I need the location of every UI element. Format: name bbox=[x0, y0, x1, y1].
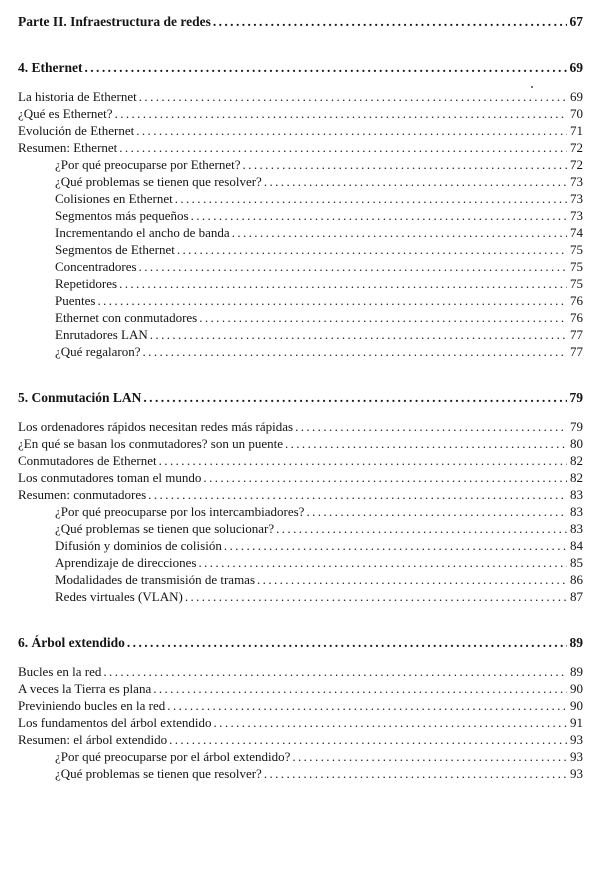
page-number: 73 bbox=[570, 208, 583, 223]
dot-leader bbox=[243, 156, 567, 173]
dot-leader bbox=[306, 503, 567, 520]
entry-label: Resumen: conmutadores bbox=[18, 487, 147, 502]
entry-label: Segmentos de Ethernet bbox=[55, 242, 175, 257]
entry-label: Los conmutadores toman el mundo bbox=[18, 470, 202, 485]
entry-label: Puentes bbox=[55, 293, 96, 308]
page-number: 69 bbox=[569, 60, 583, 75]
toc-entry-row bbox=[18, 554, 583, 571]
entry-label: 6. Árbol extendido bbox=[18, 635, 125, 650]
dot-leader bbox=[214, 714, 567, 731]
toc-entry-row bbox=[18, 326, 583, 343]
entry-label: Enrutadores LAN bbox=[55, 327, 148, 342]
page-number: 67 bbox=[569, 14, 583, 29]
dot-leader bbox=[115, 105, 567, 122]
page-number: 80 bbox=[570, 436, 583, 451]
toc-entry-row bbox=[18, 469, 583, 486]
page-number: 90 bbox=[570, 698, 583, 713]
entry-label: Parte II. Infraestructura de redes bbox=[18, 14, 211, 29]
toc-entry-row bbox=[18, 241, 583, 258]
page-number: 77 bbox=[570, 327, 583, 342]
page-number: 87 bbox=[570, 589, 583, 604]
dot-leader bbox=[213, 13, 567, 30]
toc-entry-row bbox=[18, 122, 583, 139]
dot-leader bbox=[191, 207, 567, 224]
page-number: 72 bbox=[570, 157, 583, 172]
page-number: 76 bbox=[570, 293, 583, 308]
page-number: 75 bbox=[570, 242, 583, 257]
page-number: 89 bbox=[570, 664, 583, 679]
entry-label: ¿Qué regalaron? bbox=[55, 344, 141, 359]
page-number: 76 bbox=[570, 310, 583, 325]
entry-label: Resumen: Ethernet bbox=[18, 140, 118, 155]
toc-entry-row bbox=[18, 503, 583, 520]
page-number: 93 bbox=[570, 766, 583, 781]
toc-heading-row bbox=[18, 389, 583, 406]
dot-leader bbox=[139, 258, 567, 275]
page-number: 70 bbox=[570, 106, 583, 121]
dot-leader bbox=[97, 292, 567, 309]
toc-entry-row bbox=[18, 588, 583, 605]
toc-entry-row bbox=[18, 139, 583, 156]
page-number: 82 bbox=[570, 453, 583, 468]
entry-label: Repetidores bbox=[55, 276, 118, 291]
entry-label: A veces la Tierra es plana bbox=[18, 681, 152, 696]
entry-label: Incrementando el ancho de banda bbox=[55, 225, 230, 240]
toc-entry-row bbox=[18, 224, 583, 241]
dot-leader bbox=[295, 418, 567, 435]
dot-leader bbox=[285, 435, 567, 452]
page-number: 84 bbox=[570, 538, 583, 553]
toc-entry-row bbox=[18, 418, 583, 435]
entry-label: ¿Por qué preocuparse por Ethernet? bbox=[55, 157, 241, 172]
toc-heading-row bbox=[18, 634, 583, 651]
page-number: 73 bbox=[570, 174, 583, 189]
page-number: 83 bbox=[570, 521, 583, 536]
page-number: 75 bbox=[570, 276, 583, 291]
page-number: 73 bbox=[570, 191, 583, 206]
toc-entry-row bbox=[18, 258, 583, 275]
toc-heading-row bbox=[18, 13, 583, 30]
dot-leader bbox=[169, 731, 567, 748]
page-number: 83 bbox=[570, 504, 583, 519]
dot-leader bbox=[175, 190, 567, 207]
toc-entry-row bbox=[18, 731, 583, 748]
dot-leader bbox=[199, 309, 567, 326]
dot-leader bbox=[198, 554, 567, 571]
toc-entry-row bbox=[18, 88, 583, 105]
dot-leader bbox=[224, 537, 567, 554]
page-number: 75 bbox=[570, 259, 583, 274]
toc-entry-row bbox=[18, 486, 583, 503]
dot-leader bbox=[85, 59, 567, 76]
entry-label: Evolución de Ethernet bbox=[18, 123, 135, 138]
entry-label: Conmutadores de Ethernet bbox=[18, 453, 157, 468]
toc-entry-row bbox=[18, 207, 583, 224]
entry-label: 5. Conmutación LAN bbox=[18, 390, 142, 405]
entry-label: Segmentos más pequeños bbox=[55, 208, 189, 223]
dot-leader bbox=[264, 173, 567, 190]
dot-leader bbox=[257, 571, 567, 588]
toc-entry-row bbox=[18, 156, 583, 173]
entry-label: Redes virtuales (VLAN) bbox=[55, 589, 183, 604]
page-number: 69 bbox=[570, 89, 583, 104]
toc-entry-row bbox=[18, 435, 583, 452]
page-number: 79 bbox=[569, 390, 583, 405]
entry-label: ¿Qué problemas se tienen que resolver? bbox=[55, 174, 262, 189]
entry-label: Los ordenadores rápidos necesitan redes más rápidas bbox=[18, 419, 294, 434]
toc-entry-row bbox=[18, 105, 583, 122]
page-number: 83 bbox=[570, 487, 583, 502]
dot-leader bbox=[136, 122, 567, 139]
page-number: 93 bbox=[570, 732, 583, 747]
dot-leader bbox=[232, 224, 567, 241]
page-number: 90 bbox=[570, 681, 583, 696]
toc-entry-row bbox=[18, 663, 583, 680]
toc-entry-row bbox=[18, 343, 583, 360]
toc-entry-row bbox=[18, 173, 583, 190]
dot-leader bbox=[127, 634, 567, 651]
toc-entry-row bbox=[18, 292, 583, 309]
dot-leader bbox=[139, 88, 567, 105]
dot-leader bbox=[143, 343, 567, 360]
page-number: 79 bbox=[570, 419, 583, 434]
dot-leader bbox=[185, 588, 567, 605]
toc-entry-row bbox=[18, 765, 583, 782]
dot-leader bbox=[103, 663, 567, 680]
entry-label: ¿Qué problemas se tienen que resolver? bbox=[55, 766, 262, 781]
entry-label: Bucles en la red bbox=[18, 664, 102, 679]
page-number: 91 bbox=[570, 715, 583, 730]
dot-leader bbox=[159, 452, 567, 469]
toc-entry-row bbox=[18, 275, 583, 292]
entry-label: Concentradores bbox=[55, 259, 137, 274]
entry-label: ¿En qué se basan los conmutadores? son un puente bbox=[18, 436, 283, 451]
entry-label: ¿Por qué preocuparse por el árbol extendido? bbox=[55, 749, 291, 764]
page-number: 71 bbox=[570, 123, 583, 138]
toc-entry-row bbox=[18, 537, 583, 554]
entry-label: Aprendizaje de direcciones bbox=[55, 555, 197, 570]
toc-heading-row bbox=[18, 59, 583, 76]
toc-entry-row bbox=[18, 714, 583, 731]
entry-label: Ethernet con conmutadores bbox=[55, 310, 198, 325]
page-number: 85 bbox=[570, 555, 583, 570]
toc-entry-row bbox=[18, 520, 583, 537]
toc-entry-row bbox=[18, 697, 583, 714]
entry-label: Previniendo bucles en la red bbox=[18, 698, 166, 713]
toc-entry-row bbox=[18, 309, 583, 326]
entry-label: Colisiones en Ethernet bbox=[55, 191, 173, 206]
dot-leader bbox=[167, 697, 567, 714]
dot-leader bbox=[148, 486, 567, 503]
entry-label: Los fundamentos del árbol extendido bbox=[18, 715, 212, 730]
page-number: 72 bbox=[570, 140, 583, 155]
dot-leader bbox=[119, 275, 567, 292]
page-number: 86 bbox=[570, 572, 583, 587]
entry-label: 4. Ethernet bbox=[18, 60, 83, 75]
dot-leader bbox=[276, 520, 567, 537]
page-number: 93 bbox=[570, 749, 583, 764]
dot-leader bbox=[143, 389, 566, 406]
dot-leader bbox=[150, 326, 567, 343]
entry-label: ¿Qué problemas se tienen que solucionar? bbox=[55, 521, 275, 536]
entry-label: Modalidades de transmisión de tramas bbox=[55, 572, 256, 587]
page-number: 89 bbox=[569, 635, 583, 650]
toc-entry-row bbox=[18, 680, 583, 697]
page-number: 77 bbox=[570, 344, 583, 359]
dot-leader bbox=[292, 748, 567, 765]
dot-leader bbox=[264, 765, 567, 782]
page-number: 74 bbox=[570, 225, 583, 240]
entry-label: Difusión y dominios de colisión bbox=[55, 538, 222, 553]
toc-entry-row bbox=[18, 190, 583, 207]
toc-entry-row bbox=[18, 748, 583, 765]
print-artifact-speck bbox=[531, 86, 533, 88]
table-of-contents bbox=[18, 13, 583, 782]
dot-leader bbox=[203, 469, 567, 486]
entry-label: ¿Por qué preocuparse por los intercambiadores? bbox=[55, 504, 305, 519]
entry-label: ¿Qué es Ethernet? bbox=[18, 106, 113, 121]
dot-leader bbox=[177, 241, 567, 258]
dot-leader bbox=[119, 139, 567, 156]
page-number: 82 bbox=[570, 470, 583, 485]
dot-leader bbox=[153, 680, 567, 697]
entry-label: Resumen: el árbol extendido bbox=[18, 732, 168, 747]
toc-entry-row bbox=[18, 452, 583, 469]
entry-label: La historia de Ethernet bbox=[18, 89, 137, 104]
toc-entry-row bbox=[18, 571, 583, 588]
